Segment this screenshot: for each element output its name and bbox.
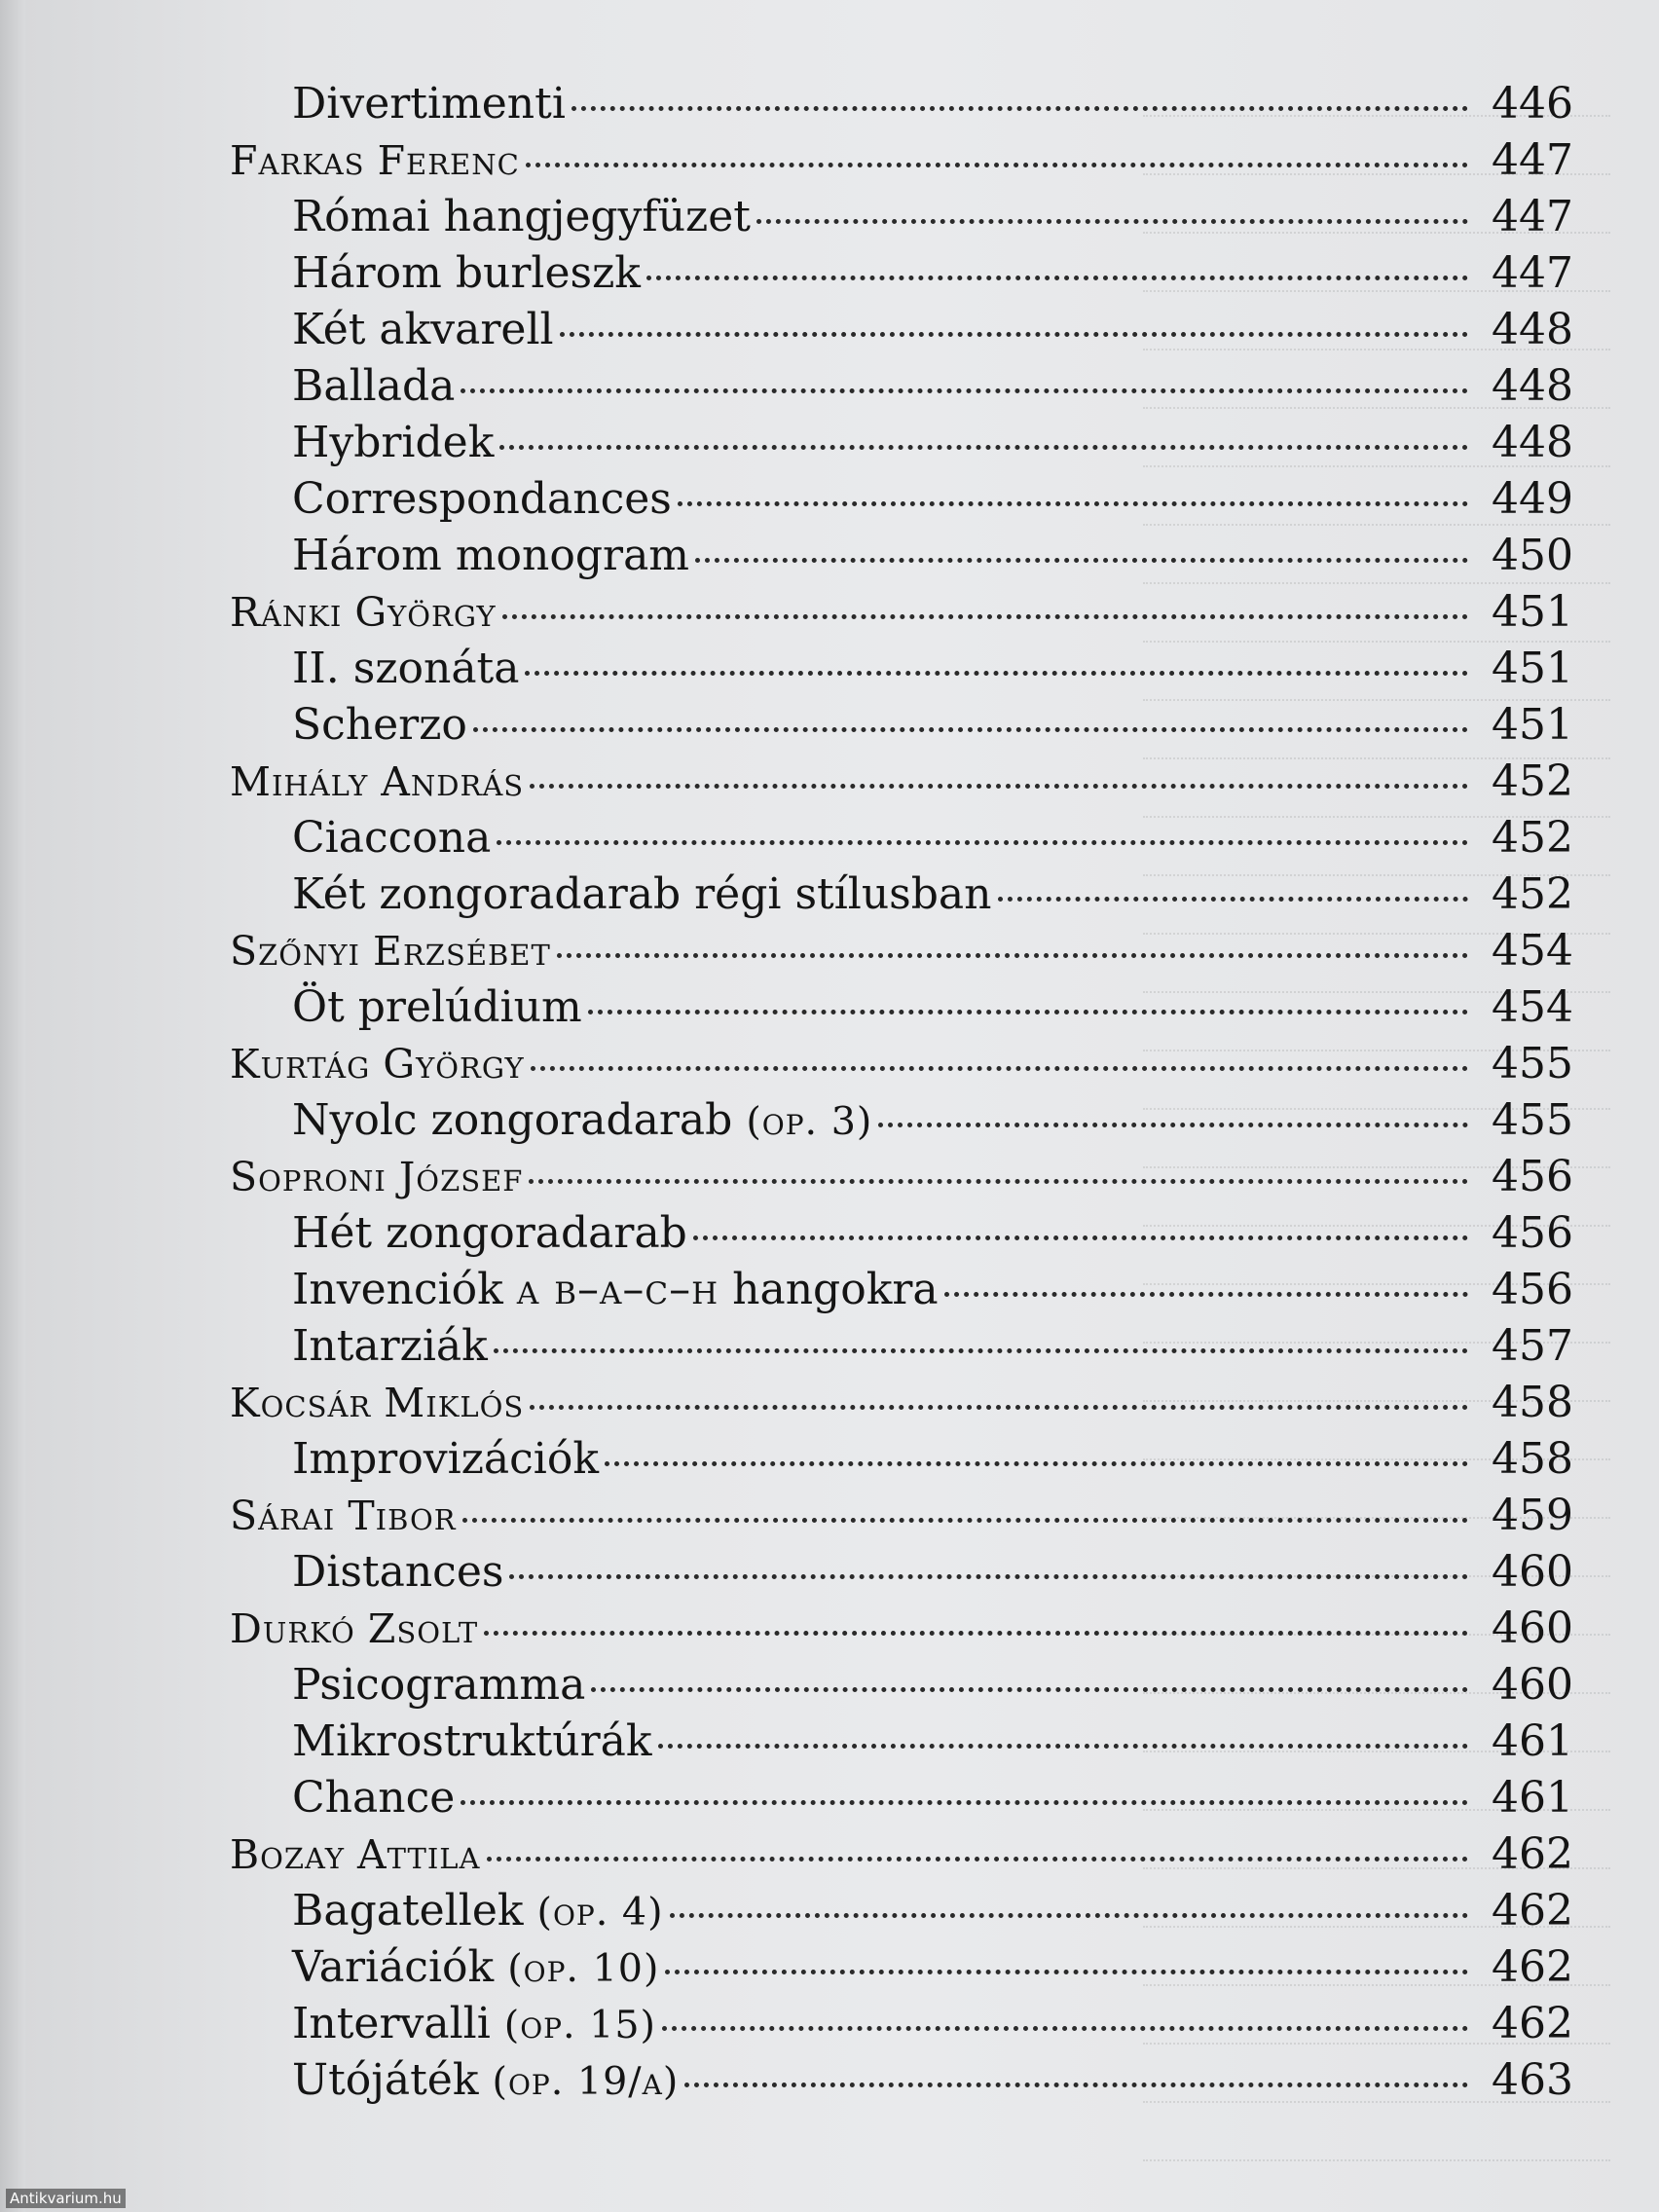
work-title: Ballada [292,361,456,411]
dot-leader [878,1123,1468,1127]
work-title: Chance [292,1773,456,1823]
toc-work-entry [230,1318,1573,1375]
dot-leader [530,1405,1468,1410]
work-title: Ciaccona [292,813,492,863]
composer-last-name: András [381,758,525,805]
work-title: Psicogramma [292,1660,586,1710]
page-number: 462 [1492,1999,1573,2048]
toc-work-entry [230,1714,1573,1770]
work-title: Correspondances [292,474,672,524]
dot-leader [487,1857,1468,1862]
page-number: 447 [1492,248,1573,298]
dot-leader [560,332,1468,337]
composer-last-name: Zsolt [367,1605,479,1652]
work-title: Variációk [292,1942,495,1992]
page-number: 462 [1492,1942,1573,1992]
composer-first-name: Kurtág [230,1041,371,1088]
page-number: 450 [1492,531,1573,580]
toc-work-entry [230,415,1573,471]
work-title: Bagatellek [292,1886,524,1936]
page-number: 460 [1492,1660,1573,1710]
toc-work-entry [230,2052,1573,2109]
page-number: 454 [1492,926,1573,976]
work-title: Három burleszk [292,248,641,298]
work-title-note: a b–a–c–h [516,1265,719,1314]
toc-work-entry [230,1996,1573,2052]
work-title: Invenciók [292,1265,503,1314]
toc-composer-entry [230,1036,1573,1092]
composer-last-name: Attila [357,1831,481,1878]
work-title: II. szonáta [292,644,520,693]
entry-title [292,1205,687,1262]
entry-title [292,528,689,584]
dot-leader [588,1010,1468,1014]
entry-title [230,584,497,641]
entry-title [230,1601,478,1657]
dot-leader [665,1970,1468,1974]
page-number: 461 [1492,1773,1573,1823]
dot-leader [531,1066,1468,1071]
entry-title [292,415,494,471]
page-number: 460 [1492,1547,1573,1597]
toc-work-entry [230,189,1573,245]
composer-first-name: Durkó [230,1605,355,1652]
page-number: 447 [1492,135,1573,185]
page-number: 448 [1492,418,1573,467]
toc-work-entry [230,1262,1573,1318]
dot-leader [678,501,1468,506]
entry-title [292,358,455,415]
composer-last-name: György [354,589,497,636]
toc-work-entry [230,1770,1573,1826]
entry-title [292,1883,664,1940]
composer-last-name: József [398,1154,524,1200]
toc-work-entry [230,302,1573,358]
toc-work-entry [230,471,1573,528]
page-number: 462 [1492,1829,1573,1879]
dot-leader [484,1631,1468,1636]
work-title: Distances [292,1547,504,1597]
work-title: Két zongoradarab régi stílusban [292,869,992,919]
composer-last-name: György [383,1041,525,1088]
entry-title [292,1544,503,1601]
toc-composer-entry [230,923,1573,979]
entry-title [230,923,551,979]
entry-title [292,1657,585,1714]
toc-work-entry [230,1544,1573,1601]
work-title: Scherzo [292,700,467,750]
work-title: Utójáték [292,2055,479,2105]
dot-leader [693,1235,1468,1240]
entry-title [292,1318,488,1375]
toc-work-entry [230,1883,1573,1939]
dot-leader [530,784,1468,789]
page-number: 448 [1492,361,1573,411]
toc-composer-entry [230,1826,1573,1883]
toc-composer-entry [230,1488,1573,1544]
page-number: 451 [1492,644,1573,693]
dot-leader [658,1744,1468,1749]
toc-work-entry [230,1092,1573,1149]
dot-leader [605,1461,1468,1466]
page-number: 454 [1492,982,1573,1032]
entry-title [292,302,554,358]
page-number: 456 [1492,1265,1573,1314]
dot-leader [502,614,1468,619]
entry-title [292,1770,455,1826]
page-number: 448 [1492,305,1573,354]
work-title: Római hangjegyfüzet [292,192,751,241]
opus-number: (op. 10) [507,1946,660,1991]
dot-leader [756,219,1468,224]
page-number: 449 [1492,474,1573,524]
toc-work-entry [230,245,1573,302]
toc-work-entry [230,810,1573,866]
entry-title [292,245,641,302]
entry-title [292,697,467,754]
dot-leader [473,727,1468,732]
toc-work-entry [230,1431,1573,1488]
toc-composer-entry [230,132,1573,189]
entry-title [292,979,582,1036]
toc-composer-entry [230,1149,1573,1205]
entry-title [230,1375,524,1431]
page-number: 463 [1492,2055,1573,2105]
entry-title [292,1431,599,1488]
composer-first-name: Bozay [230,1831,345,1878]
work-title: Hét zongoradarab [292,1208,687,1258]
composer-last-name: Erzsébet [373,928,551,975]
composer-first-name: Kocsár [230,1380,372,1426]
dot-leader [509,1574,1468,1579]
page-number: 460 [1492,1604,1573,1653]
dot-leader [998,897,1468,902]
dot-leader [591,1687,1468,1692]
dot-leader [525,671,1468,676]
opus-number: (op. 4) [536,1890,664,1935]
entry-title [292,1714,652,1770]
opus-number: (op. 19/a) [492,2059,680,2104]
entry-title [292,1939,659,1997]
toc-work-entry [230,697,1573,754]
entry-title [230,1488,457,1544]
page-number: 458 [1492,1434,1573,1484]
page-number: 461 [1492,1716,1573,1766]
toc-work-entry [230,358,1573,415]
composer-first-name: Mihály [230,758,369,805]
dot-leader [461,388,1468,393]
page-number: 447 [1492,192,1573,241]
composer-first-name: Soproni [230,1154,387,1200]
dot-leader [557,953,1468,958]
entry-title [230,1036,525,1092]
entry-title [230,754,524,810]
composer-first-name: Farkas [230,137,365,184]
entry-title [230,1149,523,1205]
work-title: Nyolc zongoradarab [292,1095,733,1145]
dot-leader [684,2083,1468,2087]
dot-leader [462,1518,1468,1523]
dot-leader [944,1292,1468,1297]
page-number: 452 [1492,869,1573,919]
toc-work-entry [230,528,1573,584]
entry-title [292,810,491,866]
work-title: Intervalli [292,1999,491,2048]
composer-first-name: Sárai [230,1493,336,1539]
dot-leader [529,1179,1468,1184]
composer-first-name: Szőnyi [230,928,360,975]
dot-leader [670,1913,1468,1918]
table-of-contents [230,76,1573,2109]
page-number: 456 [1492,1208,1573,1258]
dot-leader [497,840,1468,845]
entry-title [292,76,566,132]
opus-number: (op. 3) [746,1099,873,1144]
work-title: Intarziák [292,1321,488,1371]
composer-last-name: Tibor [348,1493,457,1539]
page-number: 455 [1492,1095,1573,1145]
toc-work-entry [230,1657,1573,1714]
work-title: Két akvarell [292,305,554,354]
toc-work-entry [230,1205,1573,1262]
toc-work-entry [230,866,1573,923]
dot-leader [571,106,1468,111]
entry-title [292,866,992,923]
page-number: 452 [1492,813,1573,863]
entry-title [292,1996,656,2053]
page-number: 451 [1492,587,1573,637]
page-number: 446 [1492,79,1573,129]
work-title-tail: hangokra [732,1265,939,1314]
toc-composer-entry [230,1601,1573,1657]
toc-work-entry [230,979,1573,1036]
toc-work-entry [230,641,1573,697]
dot-leader [646,276,1468,280]
composer-last-name: Miklós [384,1380,525,1426]
work-title: Hybridek [292,418,495,467]
work-title: Három monogram [292,531,690,580]
page-number: 457 [1492,1321,1573,1371]
dot-leader [526,163,1468,167]
page-edge [0,0,25,2212]
dot-leader [461,1800,1468,1805]
entry-title [292,641,519,697]
entry-title [230,1826,481,1883]
composer-first-name: Ránki [230,589,343,636]
toc-work-entry [230,76,1573,132]
work-title: Mikrostruktúrák [292,1716,652,1766]
entry-title [292,189,751,245]
page-number: 459 [1492,1491,1573,1540]
dot-leader [662,2026,1468,2031]
opus-number: (op. 15) [503,2003,656,2047]
entry-title [292,471,672,528]
entry-title [230,132,520,189]
toc-composer-entry [230,584,1573,641]
page-number: 455 [1492,1039,1573,1088]
toc-composer-entry [230,754,1573,810]
dot-leader [499,445,1468,450]
toc-work-entry [230,1939,1573,1996]
toc-composer-entry [230,1375,1573,1431]
work-title: Öt prelúdium [292,982,582,1032]
entry-title [292,2052,679,2110]
entry-title [292,1262,939,1318]
page-number: 456 [1492,1152,1573,1201]
dot-leader [494,1348,1468,1353]
work-title: Improvizációk [292,1434,600,1484]
page-number: 458 [1492,1378,1573,1427]
watermark: Antikvarium.hu [6,2189,126,2208]
work-title: Divertimenti [292,79,566,129]
dot-leader [695,558,1468,563]
page-number: 462 [1492,1886,1573,1936]
page-number: 451 [1492,700,1573,750]
entry-title [292,1092,872,1150]
composer-last-name: Ferenc [377,137,520,184]
page-number: 452 [1492,756,1573,806]
